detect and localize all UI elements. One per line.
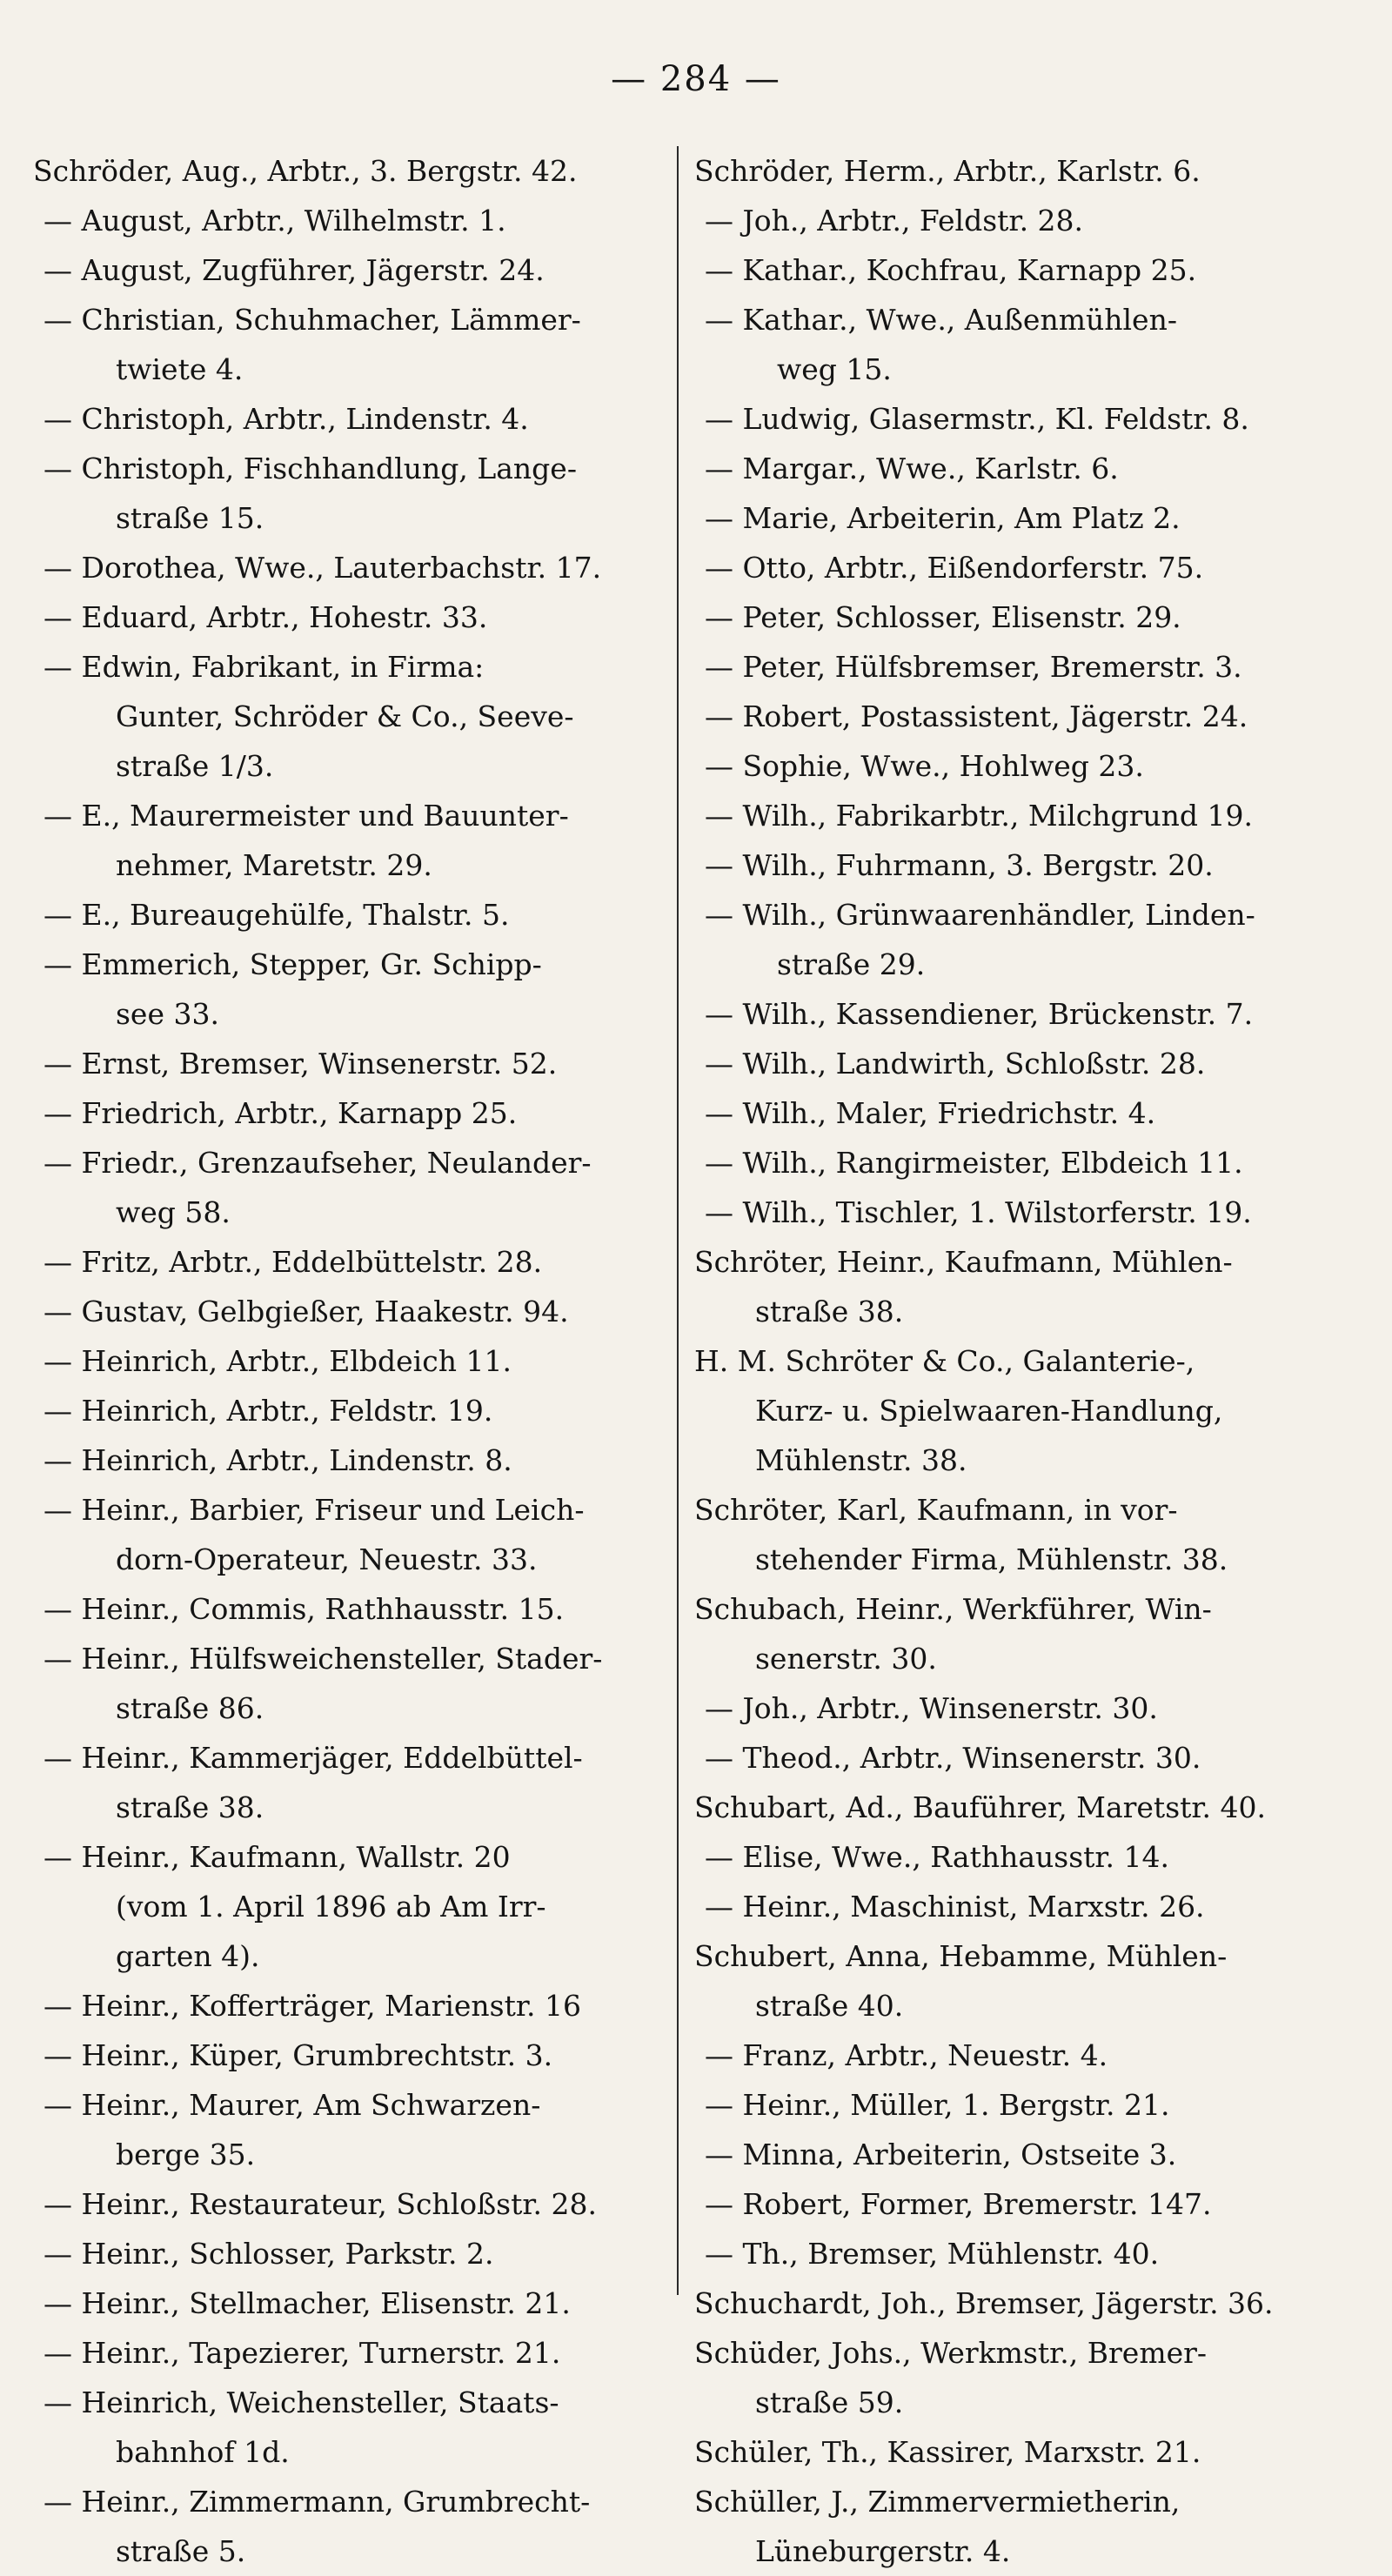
directory-entry-line: — Christoph, Arbtr., Lindenstr. 4. — [44, 402, 529, 436]
directory-entry-line: Kurz- u. Spielwaaren-Handlung, — [755, 1394, 1223, 1428]
directory-entry-line: — Ernst, Bremser, Winsenerstr. 52. — [44, 1047, 558, 1081]
directory-entry-line: Schröter, Heinr., Kaufmann, Mühlen- — [694, 1245, 1233, 1279]
directory-entry-line: — Edwin, Fabrikant, in Firma: — [44, 650, 485, 684]
directory-entry-line: — Kathar., Wwe., Außenmühlen- — [705, 303, 1177, 337]
directory-entry-line: — Sophie, Wwe., Hohlweg 23. — [705, 749, 1144, 783]
directory-entry-line: — Heinrich, Weichensteller, Staats- — [44, 2385, 559, 2419]
directory-entry-line: — Wilh., Grünwaarenhändler, Linden- — [705, 898, 1255, 932]
directory-entry-line: — Heinr., Schlosser, Parkstr. 2. — [44, 2237, 494, 2271]
directory-entry-line: — Wilh., Kassendiener, Brückenstr. 7. — [705, 997, 1254, 1031]
directory-entry-line: Schubert, Anna, Hebamme, Mühlen- — [694, 1939, 1228, 1973]
directory-entry-line: straße 38. — [116, 1790, 264, 1824]
directory-entry-line: — Theod., Arbtr., Winsenerstr. 30. — [705, 1741, 1201, 1775]
directory-entry-line: Schüder, Johs., Werkmstr., Bremer- — [694, 2336, 1208, 2370]
directory-entry-line: — Wilh., Maler, Friedrichstr. 4. — [705, 1096, 1156, 1130]
directory-entry-line: straße 15. — [116, 501, 264, 535]
directory-entry-line: — Joh., Arbtr., Winsenerstr. 30. — [705, 1691, 1158, 1725]
directory-entry-line: — Marie, Arbeiterin, Am Platz 2. — [705, 501, 1181, 535]
directory-entry-line: — Peter, Schlosser, Elisenstr. 29. — [705, 600, 1181, 634]
directory-entry-line: — Christian, Schuhmacher, Lämmer- — [44, 303, 581, 337]
directory-entry-line: — Christoph, Fischhandlung, Lange- — [44, 452, 577, 485]
directory-entry-line: — Robert, Postassistent, Jägerstr. 24. — [705, 699, 1248, 733]
page-number: — 284 — — [611, 59, 781, 99]
directory-entry-line: straße 38. — [755, 1295, 904, 1328]
directory-entry-line: — Wilh., Fabrikarbtr., Milchgrund 19. — [705, 799, 1254, 833]
directory-entry-line: Schubart, Ad., Bauführer, Maretstr. 40. — [694, 1790, 1267, 1824]
directory-entry-line: Schröder, Aug., Arbtr., 3. Bergstr. 42. — [33, 154, 578, 188]
directory-entry-line: — Heinr., Commis, Rathhausstr. 15. — [44, 1592, 565, 1626]
directory-entry-line: — Minna, Arbeiterin, Ostseite 3. — [705, 2138, 1177, 2171]
directory-entry-line: — Ludwig, Glasermstr., Kl. Feldstr. 8. — [705, 402, 1249, 436]
directory-entry-line: — Heinrich, Arbtr., Lindenstr. 8. — [44, 1443, 512, 1477]
directory-entry-line: — Otto, Arbtr., Eißendorferstr. 75. — [705, 551, 1204, 585]
directory-entry-line: — Friedr., Grenzaufseher, Neulander- — [44, 1146, 592, 1180]
directory-entry-line: — Wilh., Fuhrmann, 3. Bergstr. 20. — [705, 848, 1214, 882]
directory-entry-line: Schuchardt, Joh., Bremser, Jägerstr. 36. — [694, 2286, 1274, 2320]
directory-entry-line: H. M. Schröter & Co., Galanterie-, — [694, 1344, 1195, 1378]
directory-entry-line: Gunter, Schröder & Co., Seeve- — [116, 699, 574, 733]
directory-entry-line: — Peter, Hülfsbremser, Bremerstr. 3. — [705, 650, 1242, 684]
directory-entry-line: — Robert, Former, Bremerstr. 147. — [705, 2187, 1212, 2221]
directory-entry-line: — Heinr., Barbier, Friseur und Leich- — [44, 1493, 585, 1527]
directory-entry-line: — Fritz, Arbtr., Eddelbüttelstr. 28. — [44, 1245, 543, 1279]
directory-entry-line: — Joh., Arbtr., Feldstr. 28. — [705, 204, 1084, 238]
directory-entry-line: — Dorothea, Wwe., Lauterbachstr. 17. — [44, 551, 602, 585]
directory-entry-line: Schüler, Th., Kassirer, Marxstr. 21. — [694, 2435, 1201, 2469]
directory-entry-line: — Wilh., Landwirth, Schloßstr. 28. — [705, 1047, 1206, 1081]
directory-entry-line: — Heinr., Maurer, Am Schwarzen- — [44, 2088, 541, 2122]
directory-entry-line: — Heinr., Hülfsweichensteller, Stader- — [44, 1642, 603, 1676]
directory-entry-line: — Heinr., Maschinist, Marxstr. 26. — [705, 1890, 1205, 1924]
directory-entry-line: dorn-Operateur, Neuestr. 33. — [116, 1542, 538, 1576]
directory-entry-line: twiete 4. — [116, 352, 244, 386]
directory-entry-line: — Heinr., Zimmermann, Grumbrecht- — [44, 2485, 591, 2519]
directory-entry-line: Lüneburgerstr. 4. — [755, 2534, 1011, 2568]
directory-entry-line: — August, Zugführer, Jägerstr. 24. — [44, 253, 545, 287]
right-column — [694, 146, 1364, 2576]
directory-entry-line: — Eduard, Arbtr., Hohestr. 33. — [44, 600, 488, 634]
directory-entry-line: — Gustav, Gelbgießer, Haakestr. 94. — [44, 1295, 569, 1328]
directory-entry-line: — Emmerich, Stepper, Gr. Schipp- — [44, 947, 542, 981]
left-column — [33, 146, 668, 2576]
directory-entry-line: Schüller, J., Zimmervermietherin, — [694, 2485, 1181, 2519]
directory-entry-line: straße 1/3. — [116, 749, 274, 783]
directory-entry-line: — Heinr., Küper, Grumbrechtstr. 3. — [44, 2038, 553, 2072]
directory-entry-line: straße 40. — [755, 1989, 904, 2023]
directory-entry-line: Schubach, Heinr., Werkführer, Win- — [694, 1592, 1212, 1626]
directory-entry-line: — Heinr., Kammerjäger, Eddelbüttel- — [44, 1741, 583, 1775]
directory-entry-line: Schröder, Herm., Arbtr., Karlstr. 6. — [694, 154, 1201, 188]
directory-entry-line: weg 15. — [777, 352, 892, 386]
directory-entry-line: stehender Firma, Mühlenstr. 38. — [755, 1542, 1228, 1576]
directory-entry-line: — E., Bureaugehülfe, Thalstr. 5. — [44, 898, 510, 932]
directory-entry-line: Mühlenstr. 38. — [755, 1443, 967, 1477]
directory-entry-line: — Heinr., Kaufmann, Wallstr. 20 — [44, 1840, 511, 1874]
directory-entry-line: — Kathar., Kochfrau, Karnapp 25. — [705, 253, 1197, 287]
directory-entry-line: straße 5. — [116, 2534, 246, 2568]
directory-entry-line: — Heinr., Tapezierer, Turnerstr. 21. — [44, 2336, 561, 2370]
directory-entry-line: — Th., Bremser, Mühlenstr. 40. — [705, 2237, 1160, 2271]
directory-entry-line: — E., Maurermeister und Bauunter- — [44, 799, 569, 833]
directory-entry-line: — Heinr., Kofferträger, Marienstr. 16 — [44, 1989, 581, 2023]
directory-entry-line: — Heinrich, Arbtr., Feldstr. 19. — [44, 1394, 493, 1428]
directory-entry-line: nehmer, Maretstr. 29. — [116, 848, 432, 882]
directory-entry-line: — Margar., Wwe., Karlstr. 6. — [705, 452, 1119, 485]
directory-entry-line: — Wilh., Rangirmeister, Elbdeich 11. — [705, 1146, 1243, 1180]
directory-entry-line: — Elise, Wwe., Rathhausstr. 14. — [705, 1840, 1170, 1874]
directory-entry-line: straße 29. — [777, 947, 926, 981]
directory-entry-line: (vom 1. April 1896 ab Am Irr- — [116, 1890, 546, 1924]
directory-entry-line: — Heinrich, Arbtr., Elbdeich 11. — [44, 1344, 512, 1378]
directory-entry-line: berge 35. — [116, 2138, 256, 2171]
directory-entry-line: — Franz, Arbtr., Neuestr. 4. — [705, 2038, 1108, 2072]
directory-entry-line: — Heinr., Restaurateur, Schloßstr. 28. — [44, 2187, 597, 2221]
directory-entry-line: — Heinr., Stellmacher, Elisenstr. 21. — [44, 2286, 571, 2320]
directory-entry-line: straße 86. — [116, 1691, 264, 1725]
directory-entry-line: garten 4). — [116, 1939, 260, 1973]
directory-entry-line: bahnhof 1d. — [116, 2435, 290, 2469]
directory-entry-line: — Friedrich, Arbtr., Karnapp 25. — [44, 1096, 518, 1130]
column-divider — [677, 146, 679, 2295]
directory-entry-line: senerstr. 30. — [755, 1642, 937, 1676]
directory-entry-line: straße 59. — [755, 2385, 904, 2419]
directory-entry-line: Schröter, Karl, Kaufmann, in vor- — [694, 1493, 1178, 1527]
directory-entry-line: see 33. — [116, 997, 219, 1031]
directory-entry-line: — August, Arbtr., Wilhelmstr. 1. — [44, 204, 506, 238]
directory-entry-line: weg 58. — [116, 1195, 231, 1229]
directory-entry-line: — Heinr., Müller, 1. Bergstr. 21. — [705, 2088, 1170, 2122]
directory-entry-line: — Wilh., Tischler, 1. Wilstorferstr. 19. — [705, 1195, 1252, 1229]
